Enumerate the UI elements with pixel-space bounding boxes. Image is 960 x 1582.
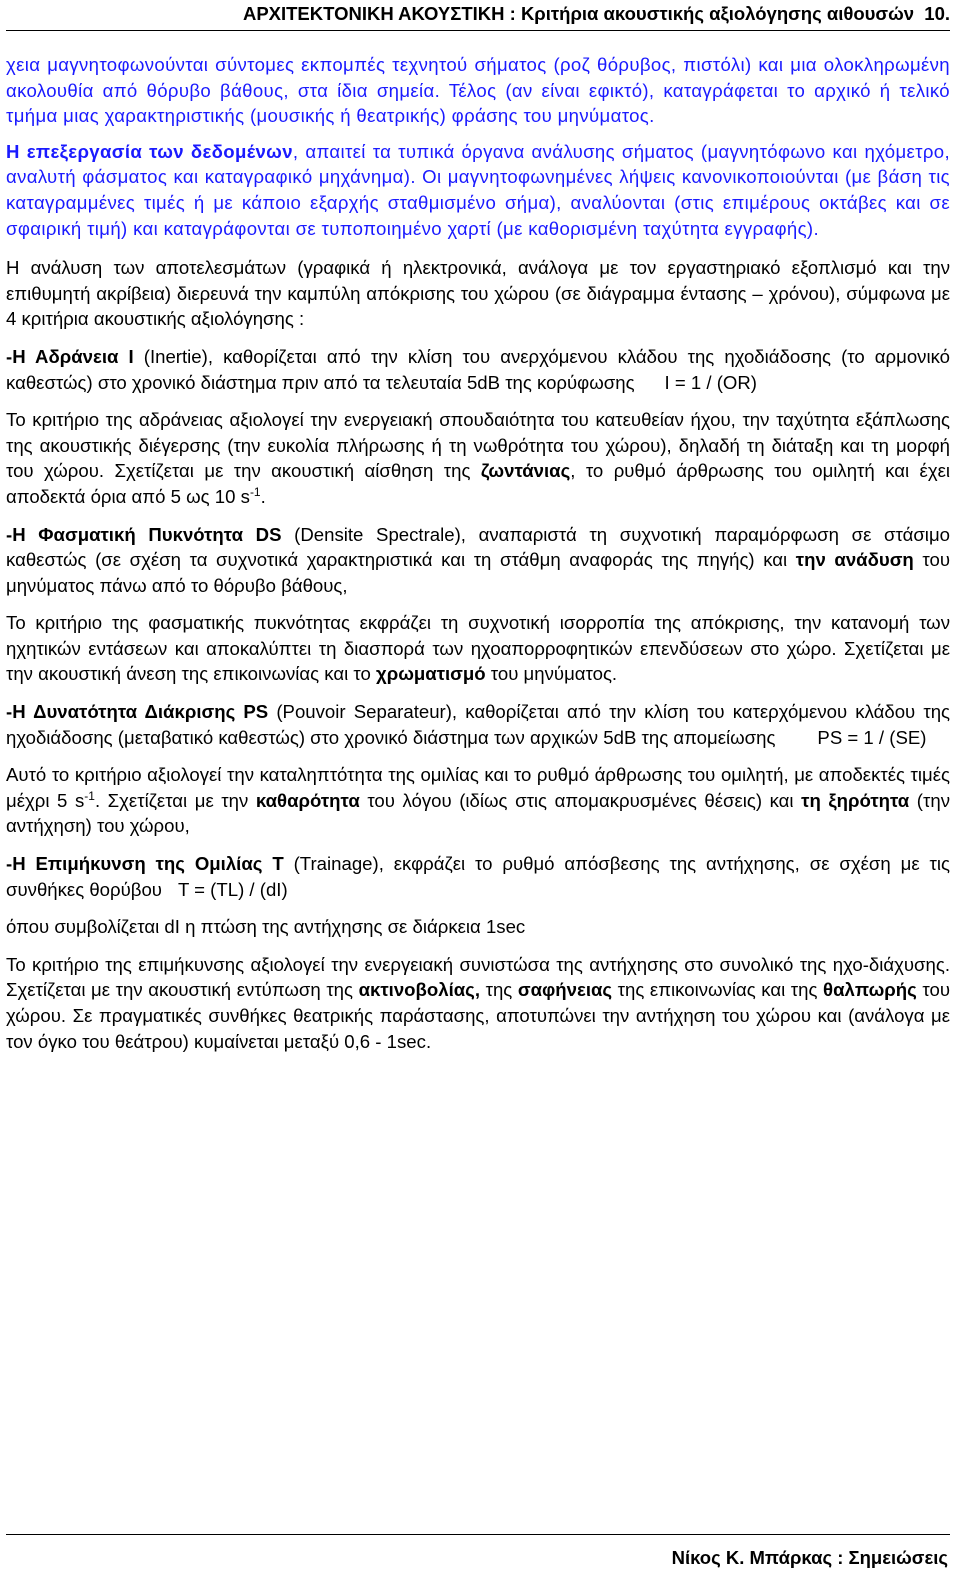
term-inertia: -Η Αδράνεια Ι — [6, 345, 134, 367]
footer-author: Νίκος Κ. Μπάρκας : Σημειώσεις — [671, 1547, 948, 1568]
term-separation: -Η Δυνατότητα Διάκρισης PS — [6, 701, 269, 723]
term-data-processing: Η επεξεργασία των δεδομένων — [6, 140, 293, 162]
formula-separation: PS = 1 / (SE) — [817, 726, 927, 748]
paragraph-trainage: -Η Επιμήκυνση της Ομιλίας Τ (Trainage), εκφράζει το ρυθμό απόσβεσης της αντήχησης, σε σχέση με τις συνθήκες θορύβου Τ = (TL) / (dI) — [6, 853, 950, 900]
page-body — [6, 52, 950, 1066]
term-trainage: -Η Επιμήκυνση της Ομιλίας Τ — [6, 853, 284, 875]
paragraph-separation-criterion: Αυτό το κριτήριο αξιολογεί την καταληπτότητα της ομιλίας και το ρυθμό άρθρωσης του ομιλητή, με αποδεκτές τιμές μέχρι 5 $s^{-1}$. Σχετίζεται με την καθαρότητα του λόγου (ιδίως στις απομακρυσμένες θέσεις) και τη ξηρότητα (την αντήχηση) του χώρου, — [6, 764, 950, 837]
running-header — [6, 0, 950, 31]
footer-divider — [6, 1534, 950, 1535]
term-spectral-density: -Η Φασματική Πυκνότητα DS — [6, 523, 282, 545]
paragraph-inertia-criterion: Το κριτήριο της αδράνειας αξιολογεί την ενεργειακή σπουδαιότητα του κατευθείαν ήχου, την ταχύτητα εξάπλωσης της ακουστικής διέγερσης (την ευκολία πλήρωσης ή τη νωθρότητα του χώρου), δηλαδή τη διάταξη και τη μορφή του χώρου. Σχετίζεται με την ακουστική αίσθηση της ζωντάνιας, το ρυθμό άρθρωσης του ομιλητή και έχει αποδεκτά όρια από 5 ως 10 $s^{-1}$. — [6, 409, 951, 507]
paragraph-spectral-density: -Η Φασματική Πυκνότητα DS (Densite Spectrale), αναπαριστά τη συχνοτική παραμόρφωση σε στάσιμο καθεστώς (σε σχέση τα συχνοτικά χαρακτηριστικά και τη στάθμη αναφοράς της πηγής) και την ανάδυση του μηνύματος πάνω από το θόρυβο βάθους, — [6, 523, 950, 596]
paragraph-recording: χεια μαγνητοφωνούνται σύντομες εκπομπές τεχνητού σήματος (ροζ θόρυβος, πιστόλι) και μια ολοκληρωμένη ακολουθία από θόρυβο βάθους, στα ίδια σημεία. Τέλος (αν είναι εφικτό), καταγράφεται το αρχικό ή τελικό τμήμα μιας χαρακτηριστικής (μουσικής ή θεατρικής) φράσης του μηνύματος. — [6, 54, 950, 127]
paragraph-di-definition: όπου συμβολίζεται dI η πτώση της αντήχησης σε διάρκεια 1sec — [6, 916, 526, 938]
paragraph-analysis: Η ανάλυση των αποτελεσμάτων (γραφικά ή ηλεκτρονικά, ανάλογα με τον εργαστηριακό εξοπλισμό και την επιθυμητή ακρίβεια) διερευνά την καμπύλη απόκρισης του χώρου (σε διάγραμμα έντασης – χρόνου), σύμφωνα με 4 κριτήρια ακουστικής αξιολόγησης : — [6, 257, 950, 330]
paragraph-spectral-criterion: Το κριτήριο της φασματικής πυκνότητας εκφράζει τη συχνοτική ισορροπία της απόκρισης, την κατανομή των ηχητικών εντάσεων και αποκαλύπτει τη διασπορά των ηχοαπορροφητικών επενδύσεων στο χώρο. Σχετίζεται με την ακουστική άνεση της επικοινωνίας και το χρωματισμό του μηνύματος. — [6, 612, 950, 685]
header-title: ΑΡΧΙΤΕΚΤΟΝΙΚΗ ΑΚΟΥΣΤΙΚΗ : Κριτήρια ακουστικής αξιολόγησης αιθουσών — [242, 3, 914, 24]
paragraph-trainage-criterion: Το κριτήριο της επιμήκυνσης αξιολογεί την ενεργειακή συνιστώσα της αντήχησης στο συνολικό της ηχο-διάχυσης. Σχετίζεται με την ακουστική εντύπωση της ακτινοβολίας, της σαφήνειας της επικοινωνίας και της θαλπωρής του χώρου. Σε πραγματικές συνθήκες θεατρικής παράστασης, αποτυπώνει την αντήχηση του χώρου και (ανάλογα με τον όγκο του θεάτρου) κυμαίνεται μεταξύ 0,6 - 1sec. — [6, 953, 950, 1052]
formula-inertia: Ι = 1 / (OR) — [664, 371, 758, 393]
paragraph-inertia: -Η Αδράνεια Ι (Inertie), καθορίζεται από την κλίση του ανερχόμενου κλάδου της ηχοδιάδοσης (το αρμονικό καθεστώς) στο χρονικό διάστημα πριν από τα τελευταία 5dB της κορύφωσης Ι = 1 / (OR) — [6, 345, 950, 393]
paragraph-data-processing: Η επεξεργασία των δεδομένων, απαιτεί τα τυπικά όργανα ανάλυσης σήματος (μαγνητόφωνο και ηχόμετρο, αναλυτή φάσματος και καταγραφικό μηχάνημα). Οι μαγνητοφωνημένες λήψεις κανονικοποιούνται (με βάση τις καταγραμμένες τιμές ή με κάποιο εξαρχής σταθμισμένο σήμα), αναλύονται (στις επιμέρους οκτάβες και σε σφαιρική τιμή) και καταγράφονται σε τυποποιημένο χαρτί (με καθορισμένη ταχύτητα εγγραφής). — [6, 140, 950, 239]
formula-trainage: Τ = (TL) / (dI) — [177, 878, 288, 900]
page-number: 10. — [924, 3, 950, 24]
paragraph-separation: -Η Δυνατότητα Διάκρισης PS (Pouvoir Separateur), καθορίζεται από την κλίση του κατερχόμενου κλάδου της ηχοδιάδοσης (μεταβατικό καθεστώς) στο χρονικό διάστημα των αρχικών 5dB της απομείωσης PS = 1 / (SE) — [6, 701, 950, 748]
